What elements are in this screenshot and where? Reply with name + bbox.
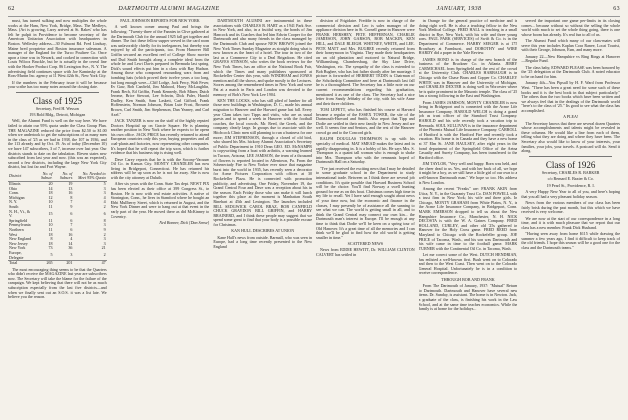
column-1: [8, 19, 107, 416]
paragraph: The Secretary knows that there are several dozen Quarters whose accomplishments and talents might be revealed in these columns. He would like a line from each of them, telling what they are doing and where they have been. The Secretary also would like to know of your interests, your families, your jobs, your travels. A postcard will do. Send it along.: [521, 120, 621, 154]
column-5: [419, 19, 518, 416]
table-cell: 3: [103, 240, 106, 246]
signature: Ned Bonner, Dick [Dan Sense]: [159, 219, 210, 225]
table-cell: 5: [50, 252, 53, 258]
paragraph: If the numbers in the February issue it will be because your scribe has too many notes around the closing date.: [8, 79, 107, 90]
table-cell: 5: [103, 181, 106, 186]
paragraph: Dave Carey reports that he is with the Socony-Vacuum Oil Co. in Kansas City. MONTY CHANDLER has now living in Bridgeport, Connecticut. He has returned his address will be up soon as he is not far away. She is now with the city attorney at Duluth.: [110, 156, 210, 180]
left-page: [8, 16, 312, 416]
subheading: SCATTERED NEWS: [347, 241, 384, 247]
paragraph: From The Dartmouth of January, 1937: "Mutual" Return to Dartmouth. Dartmouth and Hanover have several new items. Dr. Sunday, is assistant. The home is in Newton. Jack, a graduate of the class, is finishing his work in the Law School, and at the same time teaches economics. While the family is at home for the holidays...: [418, 283, 518, 312]
column-2: [111, 19, 210, 416]
table-cell: 201: [54, 261, 74, 266]
paragraph: "Having seen away from home $115 while drawing the summer a few years ago, I find it difficult to keep track of the old friends. I hope this season will be a good one for the class and the Dartmouth teams.": [521, 231, 621, 250]
paragraph: RALPH DOUGLAS THOMPSON is up with his specialty of medical. MAT SMEAD makes the latest and in rapidly disappearing in. It is a hobby of his. He says Mrs. S. Thompson is a quaint tall woman who is enough to shake into Mrs. Thompson who with the remnants hoped of Dartmouth Hall on a Saturday.: [316, 136, 415, 165]
paragraph: served the important one game per-limits in its closing comes... because without so without the selling the whole world with much to set the whole thing going, there is one whose boom has already. It's real fun to all of us.: [521, 19, 621, 37]
table-cell: 13: [68, 185, 73, 191]
table-cell: Northern: [9, 226, 24, 232]
table-cell: Conn.: [9, 190, 19, 196]
table-cell: 2: [103, 252, 106, 258]
paragraph: JACK TANZER is now on the staff of the highly reputed Doctors Hospital up on Gracie Square. He is planning another position in New York where he expects to be opens his own office. JACK PRICE has recently returned to attend European countries only this year, buying properties and all coal-plants and factories, now representing other companies. It's hoped that he will repeat the trip soon, which is further evidence that his business trip is rising well.: [110, 118, 210, 156]
table-cell: 8: [103, 217, 106, 223]
table-cell: 12: [48, 194, 53, 200]
table-cell: New York: [9, 245, 26, 251]
table-cell: 15: [48, 210, 53, 216]
table-cell: 16: [68, 190, 73, 196]
table-cell: Pennsylvania: [9, 222, 31, 228]
left-running-title: DARTMOUTH ALUMNI MAGAZINE: [118, 6, 220, 12]
class-heading-1925: Class of 1925: [32, 95, 83, 106]
table-cell: 14: [68, 240, 73, 246]
paragraph: January 22—New Hampshire vs Ring Rings at Hanover—Regular Fund.: [521, 53, 621, 64]
table-cell: 73: [48, 245, 53, 251]
table-cell: New England: [9, 236, 32, 242]
table-total-row: [8, 261, 107, 266]
table-cell: Total: [8, 261, 35, 266]
paragraph: must, has turned sulking and now multiplies the whole works at the Ham, New York, Bridge, Mass. The Medleys, Mass. (Art is growing, Larry arrived at St. Rakes' who has felt he pulpit in Providence to become secretary of the American Unitarian Association with headquarters in Boston. Wellesley address—30 Fulmont Rd. Fred Lindsay, Maine bred proprietor and Boston insurance salesman. A manager of the England for the Turco Poultree Co. Once upon a time was in Newark, and cooked in connection with Louis Wilcox Bruckle, but he is actually in the cereal line with the Hooker Product Corp. 86 Lexington Ave., N. Y. The advertising field continues space with Joe Kaminsky at the Ross-Martin Inc. agency at 11 West 42th St., New York City.: [8, 19, 107, 79]
table-cell: 265: [35, 261, 54, 266]
divider: [529, 156, 612, 157]
table-cell: South: [9, 203, 19, 209]
paragraph: A very Happy New Year to all of you, and here's hoping that you all had a very pleasant holiday season.: [521, 188, 621, 199]
divider: [16, 92, 99, 93]
column-4: [316, 19, 415, 416]
right-page: [316, 16, 620, 416]
class-address: c/o Bernard E. Baxter & Co.: [547, 176, 594, 182]
table-cell: N. Y.: [9, 199, 18, 205]
paragraph: Kane Hall's news from outside. Barmall, who was seen in Europe, had a long time recently presented to the New England: [213, 234, 313, 249]
table-cell: 18: [48, 240, 53, 246]
table-cell: Ohio: [9, 185, 18, 191]
right-page-number: 63: [613, 6, 620, 12]
paragraph: KEN THE LOCKS, who has still plied of lumber for all those new buildings in Washington, D. C., made his annual migration to Hanover and the Harvard game last fall. Every year Clam takes two Tipps and visits, who are as usual guests and to spend a week in Hanover with the football coaches, the local crowds. Mr. Reed, the Greek, and the company clearly large. In groups due to associate with the Hitchcock Clinic men still planning to run a business for one more; JIM STEPHENSON, through a closed of old bird, who shared his Mrs. hickory Alumni Association's Secretary of Public Department in 1910 Dean GEO. ED. McNAMPR is copywriting from a boat with arthritis, a warning learned in Tucson, Arizona; LEE JAMISON, the team of a thousand of flowers is reported located in Allentown, Pa. From the Schenectady Fire to New Yorker ever since that magazine burst into the world in 1935, has recently seen a decorator for Acme Pictures Corporation with offices at 30 Rockefeller Plaza. He is connected with promotion publicity, and advertising. One Friday, November 19, the Grand Central Four and Dave was a reception about his in the season. Each Friday those who can make it will lunch together this place at the moment is Manhattan South Rinehart at 45th and Lexington. The launches included BILL SEDGWICK CAROL BRAZ, BOB CANFIELD CHUCK GRAYDON BILL GRIFFIN, and HARRY BRAINERD, and I think these people may suggest that we spend some great to find that your body is a possible excuse for Christmas.: [213, 97, 313, 227]
paragraph: JIM TAYLOR, "Very well and happy. Born was held, and the cheer dead to us. Yes, and with her back of all, we hope it might be a boy, as we still have a little girl of our own to a well-known Dartmouth man." We hope so too. His address is New London.: [418, 161, 518, 185]
subheading: THROUGH BOB AND FRANK: [441, 276, 495, 282]
class-city: 19 Pearl St., Providence, R. I.: [546, 182, 595, 188]
table-cell: 18: [48, 190, 53, 196]
paragraph: News from EDDIE HEWITT, Dr. WILLIAM CLINTON CALVERT has settled in: [316, 247, 415, 258]
paragraph: We are now at the start of our correspondence in a long time, and it is with much pleasure that we report that our class has a new member. Frank Dick Husband.: [521, 215, 621, 230]
table-cell: 6: [70, 217, 73, 223]
table-cell: Springfield: [9, 217, 28, 223]
paragraph: Among the recent "Freaks" are: FRANK AKIN from Utica, N. Y., in the Guaranty Trust Co. DAN POWELL with a trust firm in New York; his wife and three girls. In Chicago, MONTY GRAHAM from White Plains, N. Y., is the Acme Life Insurance Company, in Bridgeport, Conn. MARK EMERSON dropped to tell us about the New Hampshire Insurance Co., Manchester, N. H. NICK DECOSTA is with the W. A. Gaines Company. FRED HOLLAND, CURLEY, and other old '25s gathered in Hanover for the Holy Cross game. FRED REED from Maryland to Chicago with the Rockefeller group. JOE PRICE of Tacoma, Wash., and his son was Dartmouth and his wife came in time to the football game. MARK TURNER with the Continental Oil Co. in Tacoma, Wash.: [418, 185, 518, 251]
table-cell: 3: [103, 190, 106, 196]
table-cell: 21: [101, 245, 106, 251]
class-secretary: Secretary, Fred H. Wesson: [35, 105, 79, 111]
paragraph: January 4th—You Pipsall by H. F. Ward from Professor West. "There has been a great need for some such of these books and it is the best book in that subject particularly." The others than the two books which have been written and we always feel that in the dealings of the Dartmouth world "here's to the class of '25." Its good to see what the class has accomplished.: [521, 80, 621, 113]
paragraph: The most encouraging thing seems to be that the Quarters who didn't receive the MAGAZINE last year are subscribers now. The Secretary will take the blame for the failure of the campaign. We kept believing that there will not be as much subscription especially from the last five districts—and when we finally sent out an S.O.S. it was a list late. We believe you the reason.: [8, 266, 107, 300]
paragraph: in Orange for the general practice of medicine and is doing right well. He is also a teaching fellow in the New York Medical College. FRED HALL is teaching in a small district in Rye, New York, with his wife and three young sons. PAUL PARK (SERVICES) of Swift & Co. is in the Department of Commerce. HARRY SEEGER is at 175 Broadway at Farmhurst, and DOROTHY and WIRE HARDY did a paper in the Yale Review.: [418, 19, 518, 56]
table-cell: 4: [70, 236, 73, 242]
table-cell: 6: [70, 210, 73, 216]
subscription-table: [8, 172, 107, 266]
table-cell: Europe, Delegate: [9, 249, 24, 260]
table-cell: 18: [48, 231, 53, 237]
table-cell: 6: [103, 210, 106, 216]
table-header: No. of Subscr.: [35, 172, 54, 182]
table-cell: 6: [70, 226, 73, 232]
table-cell: 11: [48, 203, 53, 209]
table-cell: Illinois: [9, 181, 21, 186]
table-cell: 3: [103, 185, 106, 191]
table-cell: 4: [103, 194, 106, 200]
table-cell: 7: [70, 222, 73, 228]
paragraph: The class baby, EDWARD PLEASE was been honored by the '25 delegation at the Dartmouth Club. A noted educator to be on hand for him.: [521, 64, 621, 79]
paragraph: News from the various members of our class has been fairly brisk during the past month, but this which we have received is very welcome.: [521, 199, 621, 215]
column-6: [521, 19, 620, 416]
table-cell: 7: [70, 199, 73, 205]
class-secretary: Secretary, CHARLES R. BARKER: [541, 169, 600, 175]
table-header: No. Needed to Meet 95% Quota: [73, 172, 106, 182]
table-row: [8, 251, 107, 261]
paragraph: After six years with the Conn. State Tax dept. NEWT PIX has been elected as their office at 399 Congress St., in Boston. He is now with real estate activities. A native of Stonington, Conn., he lives in Stamford where he bought an Ebbi Mullberry Street, which is returned in August, and the New York Dinner and were to hang out at that event in the early part of the year. He moved there as did McKinney to Coventry.: [110, 181, 210, 219]
subheading: PAUL JOHNSON REPORTS FOR NEW YORK: [120, 19, 200, 23]
table-cell: West: [9, 231, 17, 237]
table-header: No. of Subscrs: [54, 172, 74, 182]
page-header: [8, 4, 620, 14]
paragraph: Well, the Alumni Fund is well on the way here. We have failed to attain our 95% quota under the Class Group Plan. THE MAGAZINE reduced the price from $2.50 to $1.00 when we undertook to get the subscriptions of as many men in the class of '25 as we had in 1938, the 107 in 1936, and the 113 already and by Oct. 19. As of today (December 10) we have 147 subscribers, 3 of 7, increase over last year. Our districts stands to date on the tabulation. Eleven states new subscribed from last year and now. (this was an expected), second a few districts, including the large New York City district, but lost far and Fort Wayne.: [8, 118, 107, 170]
table-cell: N. H., Vt., & V.: [9, 208, 31, 219]
paragraph: DARTMOUTH ALUMNI are instrumental in these associations with CHARLES B. HART as a 1941 Park Ave. in New York, and also, in a fruitful way, the bonds of Jim Hancock and its Coaches that led him Edwin Cooper for the Dartmouth and also many friends in the class managed by the Dartmouth Club and spouse NEW BROWN joined the New York Times Sunday Magazine as straight doing what is now known as the heart of a hotel. The tour in two of the last as a Commerce City to a Deal Brigadoon. He cited GRAVES STINSON, who writes the book reviews for the New York Times, has an office at the National Book Fair, which the Times and many publishers sponsored at Rockefeller Center this year, with WINDHAM and JONES mention and all the shows, and spoke mostly to the Lectures. Scores among the remembered times in New York and were Pat at a match in Paris and London was devoted to the memory of Bob's New York Lee 1904.: [213, 19, 313, 97]
paragraph: division of Frigidaire. Freddie is now in charge of the commercial division and Leo is sales manager of the appliance division here in St. Cornell game in Hanover were FRANK HERSHEY, PETE HEFFERNAN, CHARLIE JAMIESON, JOHN GARSON, BOB MACKIN, KEN HILL, and DALE BLEIGH. WHITNEY, WHITE, and LEE. PETE MATT and Mrs. BUGBEE recently returned from their honeymoon in Virginia. They made their headquarters on an old plantation and motored to Natural Bridge, Williamsburg, Chambersburg, the Sky Line Drive, Washington, etc. The sympathy of the class is extended to Bob Bugbee, who has lost father shortly after her marriage. I picture is forwarded of HERBERT TEDIN is Chairman of the Scholarship Committee and here at Dartmouth last fall he is a thoroughbred. The Secretary has a little note on our current recommendations regarding his graduation, mentioned it as one of the class. The Secretary had a nice letter from Sandy Jebbaby of the city, with his wife Anne and their three children.: [316, 19, 415, 106]
paragraph: From JAMES JAMISON, MONTY CHANDLER is now living in Bridgeport and is connected with the Acme Life Insurance Company. HAROLD WELCH is doing a grand job as trust officer of the Stamford Trust Company. HAROLD and his wife recently took a vacation trip to Bermuda. SOUL SULLIVAN is in the insurance department of the Phoenix Mutual Life Insurance Company. CARROLL of Hartford is with the Hartford Fire and recently took a vacation. His home is in Canada and they have a new home at 37 Elm St. JANE HAULSEY, after eight years in the bond department of the Springfield Office of the Aetna Casualty and Surety Company, has been transferred to the Hartford office.: [418, 99, 518, 160]
left-page-number: 62: [8, 6, 15, 12]
paragraph: "I've just received the exciting news that I may be detailed to some graduate school in the Department to study international trade. Between us I think there are several job conditions. It's quite possible that Harvard Business School will be the choice. You'll find Norway a swell hunting ground for me as on this boat. Christmas comes high time in my life to recall. Yet I have said enough sought about news of your time now, but the economic and finance in the classes, I may presently be of assistance all the sunning to see what we can. The world is getting small in all, and to think the Grand Central may connect our own kin... the Dartmouth man's interest in Europe. I'll be enough at any time to think that Dodie we'll be keen on a spring tour of Old Hanover. It's a great time of all the memories and I can think we'll be glad to find how the old world is getting smaller in time.": [316, 165, 415, 240]
table-cell: 2: [103, 231, 106, 237]
table-cell: 9: [103, 226, 106, 232]
paragraph: Let me correct some of the West. DUTCH HENDRIAN, has enlisted a well-known first. Bush went on to Colorado and then to the West Coast. Then went on to the Colorado General Hospital. Unfortunately he is in a condition to receive correspondence.: [418, 252, 518, 276]
table-cell: 2: [103, 203, 106, 209]
table-cell: 8: [70, 194, 73, 200]
paragraph: TOM LEPETT, who has finished his course at Harvard became a regular of the ESSEX TOWER, the site of the Dartmouth-Harvard and Smith. Also report that Tipp and Dodie are settled in their new family in New Jersey and are well. It seems fine and Seniors, and the rest of the Hanover crowd go and to the Concord girls.: [316, 107, 415, 136]
magazine-spread: [8, 16, 620, 416]
table-cell: 10: [48, 222, 53, 228]
table-cell: 8: [50, 236, 53, 242]
table-cell: Michigan: [9, 194, 25, 200]
table-cell: 11: [48, 226, 53, 232]
paragraph: JAMES BOND is in charge of the new branch of the business of the Bruckner Co. in Atlanta. JERRY CARMICHAEL from Springfield and the rest of the crowd at the University Club. CHARLES HARBAUGH is in Chicago with the Chase Brass and Copper Co. CHARLEY WHITE was in Hanover and the University of Michigan, and CHARLES DEXTER is doing well in Worcester where he is quite prominent in the Masonic temple. The class of '25 has a strong following in the East and Washington.: [418, 56, 518, 99]
table-cell: 9: [70, 203, 73, 209]
paragraph: A well known comer among Paul and brings the following: "Twenty-three of the Fannies in Clive gathered at the Dartmouth Club for the annual 1925 fall get together and dinner. The fact these fellow supper served in the card room was unfavorably chiefly for its inelegances, but thereby was enjoyed by all the participants, too. From Hanover Bill Griffin secured an excellent reel of College Show movies and Dud Smith brought along a complete ideal from the whole he and Lewi Davis prepared in Bermuda last spring. Dick's sound effects put him in a class with Ray Hudson. Among those who composed resounding wars from and bombing hats (which proved their twelve years a too long, but long enough were—Cliff Lodge, Jack Percy, Walt Fever, Ev Gaw, Bob Canfield, Jim Mahood, Harry McLaughlin, Frank Bech, Ed Griffin, Frank Kennedy, Bob Miner, Dutch Jerome, Brice Stewart, Lee Schwin, Dick Paler, Harold Dudley, Ken Smith, Sam Laskett, Carl Gifford, Frank Hoffenstein, Norman Johnson, Brian Luie Frost, Brownie Brown, Carl Smith, Jim Stephenson, Dan Yeaney, and Carl Axel.": [110, 24, 210, 117]
class-heading-1926: Class of 1926: [545, 159, 596, 170]
table-cell: 10: [48, 199, 53, 205]
table-cell: 47: [73, 261, 106, 266]
table-cell: 3: [103, 222, 106, 228]
table-cell: 20: [48, 181, 53, 186]
table-body: [8, 182, 107, 266]
table-cell: 11: [48, 217, 53, 223]
table-cell: 16: [68, 231, 73, 237]
table-cell: New Jersey: [9, 240, 28, 246]
table-cell: 4: [103, 199, 106, 205]
table-cell: 3: [103, 236, 106, 242]
right-running-date: JANUARY, 1938: [436, 6, 482, 12]
table-cell: 14: [48, 185, 53, 191]
table-header: District: [8, 172, 35, 182]
subheading: A PLEA!: [563, 114, 579, 120]
table-cell: 36: [68, 245, 73, 251]
subheading: KAN HULL DESCRIBES AT UNION: [231, 228, 295, 234]
column-3: [213, 19, 312, 416]
class-address: 193 Bold Bldg., Detroit, Michigan: [29, 112, 86, 118]
table-header-row: [8, 172, 107, 182]
paragraph: The Alumni Fund which many of our class-mates will serve this year includes Kaplan Cora Ranee, Locai Tourist, with their George, Johnson, Esm, and many more.: [521, 38, 621, 53]
table-cell: 3: [70, 252, 73, 258]
table-cell: 19: [68, 181, 73, 186]
